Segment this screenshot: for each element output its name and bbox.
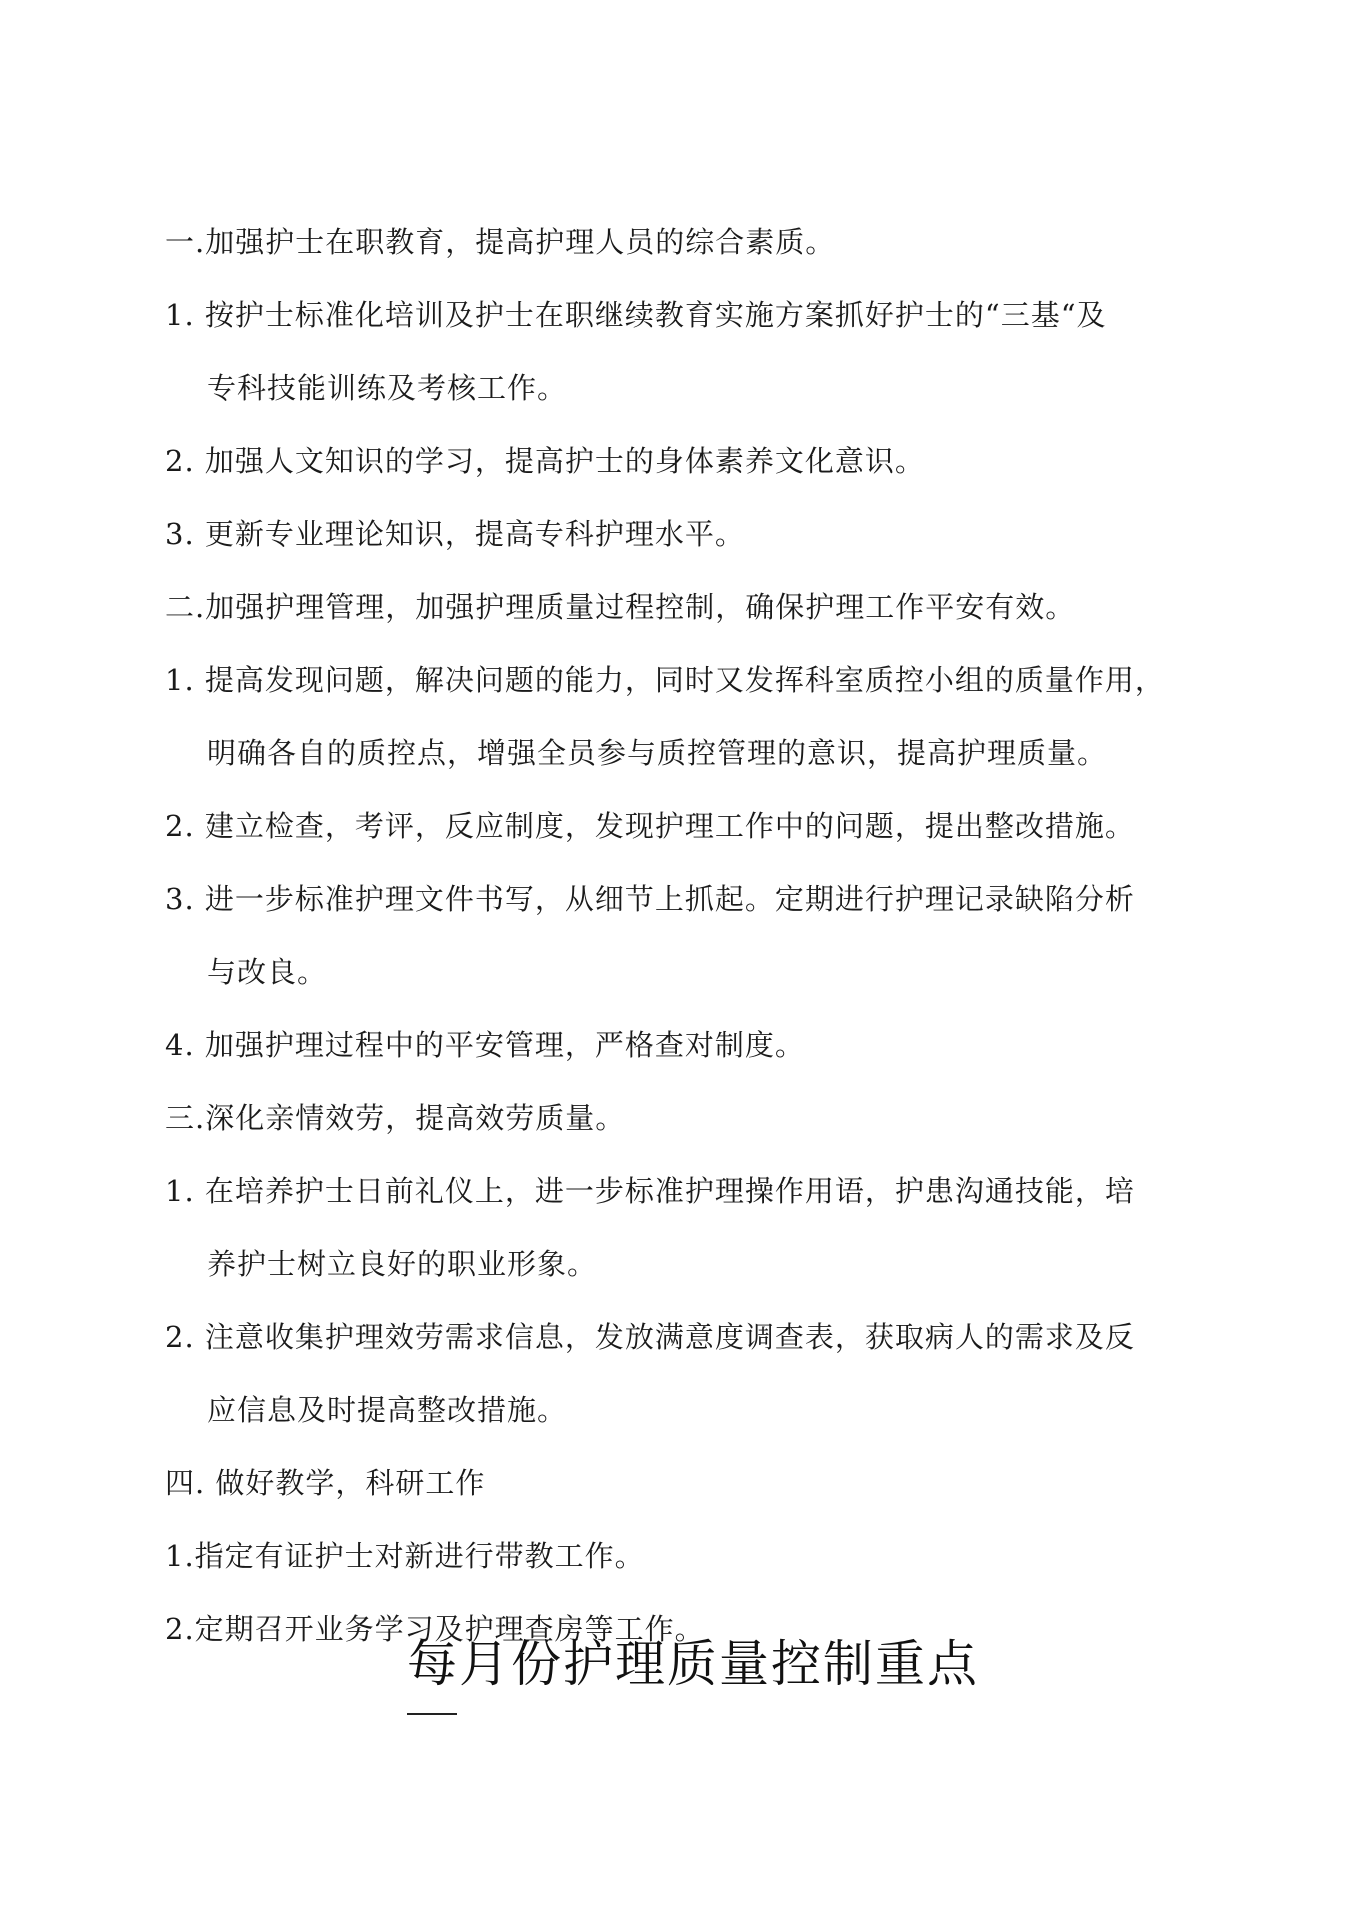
list-item: 2. 注意收集护理效劳需求信息，发放满意度调查表，获取病人的需求及反 bbox=[165, 1320, 1135, 1354]
list-item: 1.指定有证护士对新进行带教工作。 bbox=[165, 1539, 645, 1573]
list-item-continuation: 专科技能训练及考核工作。 bbox=[207, 371, 568, 405]
section-heading-1: 一.加强护士在职教育，提高护理人员的综合素质。 bbox=[165, 225, 836, 259]
title-underline-divider bbox=[407, 1713, 457, 1715]
list-item-continuation: 与改良。 bbox=[207, 955, 328, 989]
list-item-continuation: 养护士树立良好的职业形象。 bbox=[207, 1247, 598, 1281]
list-item: 2. 建立检查，考评，反应制度，发现护理工作中的问题，提出整改措施。 bbox=[165, 809, 1135, 843]
list-item-continuation: 明确各自的质控点，增强全员参与质控管理的意识，提高护理质量。 bbox=[207, 736, 1108, 770]
section-heading-2: 二.加强护理管理，加强护理质量过程控制，确保护理工作平安有效。 bbox=[165, 590, 1076, 624]
list-item: 1. 在培养护士日前礼仪上，进一步标准护理操作用语，护患沟通技能，培 bbox=[165, 1174, 1135, 1208]
section-heading-4: 四. 做好教学，科研工作 bbox=[165, 1466, 486, 1500]
section-heading-3: 三.深化亲情效劳，提高效劳质量。 bbox=[165, 1101, 626, 1135]
list-item: 2. 加强人文知识的学习，提高护士的身体素养文化意识。 bbox=[165, 444, 925, 478]
list-item: 1. 提高发现问题，解决问题的能力，同时又发挥科室质控小组的质量作用， bbox=[165, 663, 1165, 697]
list-item: 2.定期召开业务学习及护理查房等工作。 bbox=[165, 1612, 705, 1646]
list-item: 3. 进一步标准护理文件书写，从细节上抓起。定期进行护理记录缺陷分析 bbox=[165, 882, 1135, 916]
page-title: 每月份护理质量控制重点 bbox=[407, 1635, 979, 1693]
list-item-continuation: 应信息及时提高整改措施。 bbox=[207, 1393, 568, 1427]
list-item: 3. 更新专业理论知识，提高专科护理水平。 bbox=[165, 517, 745, 551]
list-item: 4. 加强护理过程中的平安管理，严格查对制度。 bbox=[165, 1028, 805, 1062]
list-item: 1. 按护士标准化培训及护士在职继续教育实施方案抓好护士的“三基“及 bbox=[165, 298, 1107, 332]
